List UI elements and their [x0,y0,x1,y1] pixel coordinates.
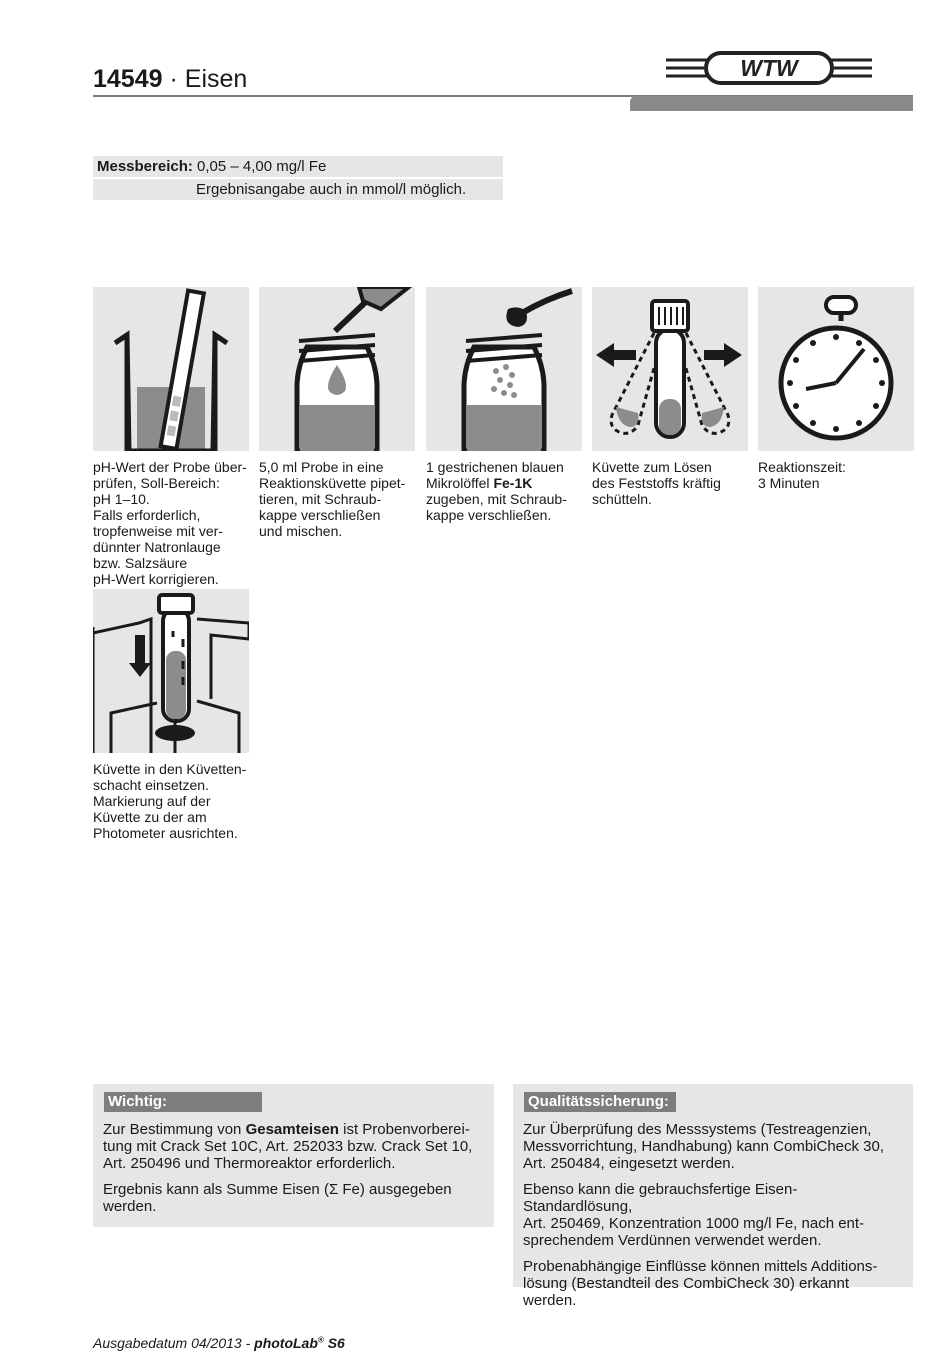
quality-box [513,1084,913,1309]
range-row [93,156,503,177]
issue-date: Ausgabedatum 04/2013 [93,1335,242,1351]
product-name: photoLab® S6 [254,1335,345,1351]
header-tab [630,96,913,111]
step-reaction-time [758,287,914,491]
important-paragraph: Zur Bestimmung von Gesamteisen ist Probenvorberei- tung mit Crack Set 10C, Art. 252033 bzw. Crack Set 10, Art. 250496 und Thermoreaktor erforderlich. [103,1121,473,1172]
step-shake [592,287,748,507]
range-value: 0,05 – 4,00 mg/l Fe [197,158,327,175]
shake-cuvette-icon [592,287,748,451]
step-text: pH-Wert der Probe über- prüfen, Soll-Bereich: pH 1–10. Falls erforderlich, tropfenweise mit ver- dünnter Natronlauge bzw. Salzsäure pH-Wert korrigieren. [93,459,247,587]
test-name: Eisen [184,65,248,93]
microspoon-cuvette-icon [426,287,582,451]
measuring-range [93,156,503,202]
important-paragraph: Ergebnis kann als Summe Eisen (Σ Fe) ausgegeben werden. [103,1181,452,1215]
step-text: 1 gestrichenen blauen Mikrolöffel Fe-1K zugeben, mit Schraub- kappe verschließen. [426,459,567,523]
step-insert [93,589,249,841]
wtw-logo [666,50,872,86]
quality-paragraph: Zur Überprüfung des Messsystems (Testreagenzien, Messvorrichtung, Handhabung) kann CombiCheck 30, Art. 250484, eingesetzt werden. [523,1121,885,1172]
quality-paragraph: Ebenso kann die gebrauchsfertige Eisen-Standardlösung, Art. 250469, Konzentration 1000 mg/l Fe, nach ent- sprechendem Verdünnen verwendet werden. [523,1181,865,1249]
quality-paragraph: Probenabhängige Einflüsse können mittels Additions- lösung (Bestandteil des CombiCheck 30) erkannt werden. [523,1258,878,1309]
title-separator: · [169,65,178,93]
footer: Ausgabedatum 04/2013 - photoLab® S6 [93,1335,345,1351]
step-text: Reaktionszeit: 3 Minuten [758,459,846,491]
insert-cuvette-icon [93,589,249,753]
reagent-name: Fe-1K [493,475,533,491]
quality-title: Qualitätssicherung: [524,1092,676,1112]
step-text: Küvette zum Lösen des Feststoffs kräftig schütteln. [592,459,721,507]
logo-text: WTW [740,55,798,81]
step-ph-check [93,287,249,587]
important-title: Wichtig: [104,1092,262,1112]
range-note: Ergebnisangabe auch in mmol/l möglich. [93,179,503,200]
test-number: 14549 [93,65,163,93]
ph-test-strip-beaker-icon [93,287,249,451]
range-label: Messbereich: [97,158,193,175]
stopwatch-icon [758,287,914,451]
important-box [93,1084,494,1227]
step-text: Küvette in den Küvetten- schacht einsetzen. Markierung auf der Küvette zu der am Photometer ausrichten. [93,761,247,841]
step-reagent [426,287,582,523]
pipette-cuvette-icon [259,287,415,451]
step-text: 5,0 ml Probe in eine Reaktionsküvette pipet- tieren, mit Schraub- kappe verschließen und mischen. [259,459,406,539]
page-title [93,64,247,94]
step-pipette [259,287,415,539]
